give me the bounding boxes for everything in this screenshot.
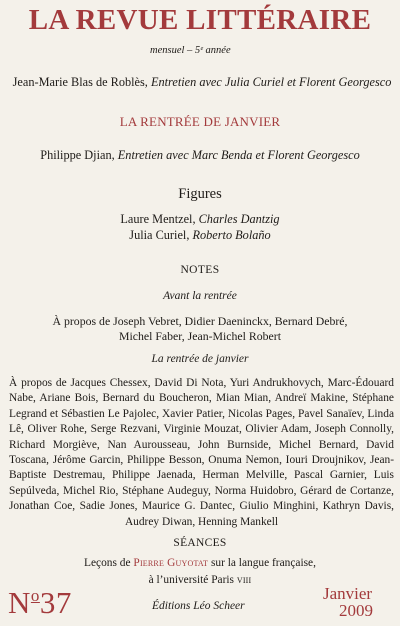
issue-prefix: N <box>8 585 31 620</box>
notes-rentree-paragraph: À propos de Jacques Chessex, David Di Nota, Yuri Andrukhovych, Marc-Édouard Nabe, Ariane Bois, Bernard du Boucheron, Mian Mian, Andreï Makine, Stéphane Legrand et Sébastien Le Pajolec, Xavier Patier, Nicolas Pages, Pavel Sanaïev, Linda Lê, Oliver Rohe, Serge Rezvani, Virginie Mouzat, Olivier Adam, Joseph Connolly, Richard Morgiève, Nan Aurousseau, John Burnside, Michel Bernard, David Toscana, Jérôme Garcin, Philippe Besson, Onuma Nemon, Iouri Droujnikov, Jean-Baptiste Destremau, Philippe Jaenada, Herman Melville, Pascal Garnier, Luis Sepúlveda, Michel Rio, Stéphane Audeguy, Norma Huidobro, Gérard de Cortanze, Jonathan Coe, Sadie Jones, Maurice G. Dantec, Giulio Minghini, Kathryn Davis, Audrey Diwan, Henning Mankell <box>9 377 394 528</box>
toc-entry-mentzel <box>0 212 400 227</box>
seances-line-1 <box>0 557 400 569</box>
subheading-avant-rentree: Avant la rentrée <box>163 290 237 302</box>
subheading-rentree-janvier: La rentrée de janvier <box>151 353 249 365</box>
toc-author: Philippe Djian, <box>40 148 115 162</box>
toc-author: Julia Curiel, <box>129 228 190 242</box>
section-heading-figures: Figures <box>178 186 222 202</box>
toc-subject: Charles Dantzig <box>198 212 280 226</box>
issue-digits: 37 <box>39 585 72 620</box>
seances-text: sur la langue française, <box>210 557 316 569</box>
toc-subject: Roberto Bolaño <box>192 228 271 242</box>
issue-o: o <box>30 586 40 605</box>
notes-avant-line-1: À propos de Joseph Vebret, Didier Daeninckx, Bernard Debré, <box>52 314 348 328</box>
toc-entry-djian <box>0 148 400 163</box>
toc-entry-curiel <box>0 228 400 243</box>
seances-text: à l’université Paris <box>148 574 234 586</box>
section-heading-rentree: LA RENTRÉE DE JANVIER <box>119 114 281 129</box>
toc-author: Jean-Marie Blas de Roblès, <box>12 75 148 89</box>
toc-author: Laure Mentzel, <box>120 212 196 226</box>
magazine-subtitle: mensuel – 5ᵉ année <box>150 45 231 56</box>
section-heading-seances: SÉANCES <box>173 537 227 549</box>
toc-entry-robles <box>2 75 400 90</box>
publisher-name: Éditions Léo Scheer <box>152 600 245 612</box>
toc-work: Entretien avec Julia Curiel et Florent Georgesco <box>150 75 392 89</box>
issue-month: Janvier <box>323 584 373 603</box>
issue-year: 2009 <box>339 601 373 620</box>
magazine-title: LA REVUE LITTÉRAIRE <box>28 4 372 36</box>
seances-text: Leçons de <box>84 557 131 569</box>
seances-author: Pierre Guyotat <box>133 557 209 569</box>
toc-work: Entretien avec Marc Benda et Florent Georgesco <box>117 148 360 162</box>
issue-number <box>8 585 72 621</box>
section-heading-notes: NOTES <box>180 264 220 276</box>
notes-avant-line-2: Michel Faber, Jean-Michel Robert <box>118 329 281 343</box>
seances-roman-numeral: viii <box>236 574 252 586</box>
